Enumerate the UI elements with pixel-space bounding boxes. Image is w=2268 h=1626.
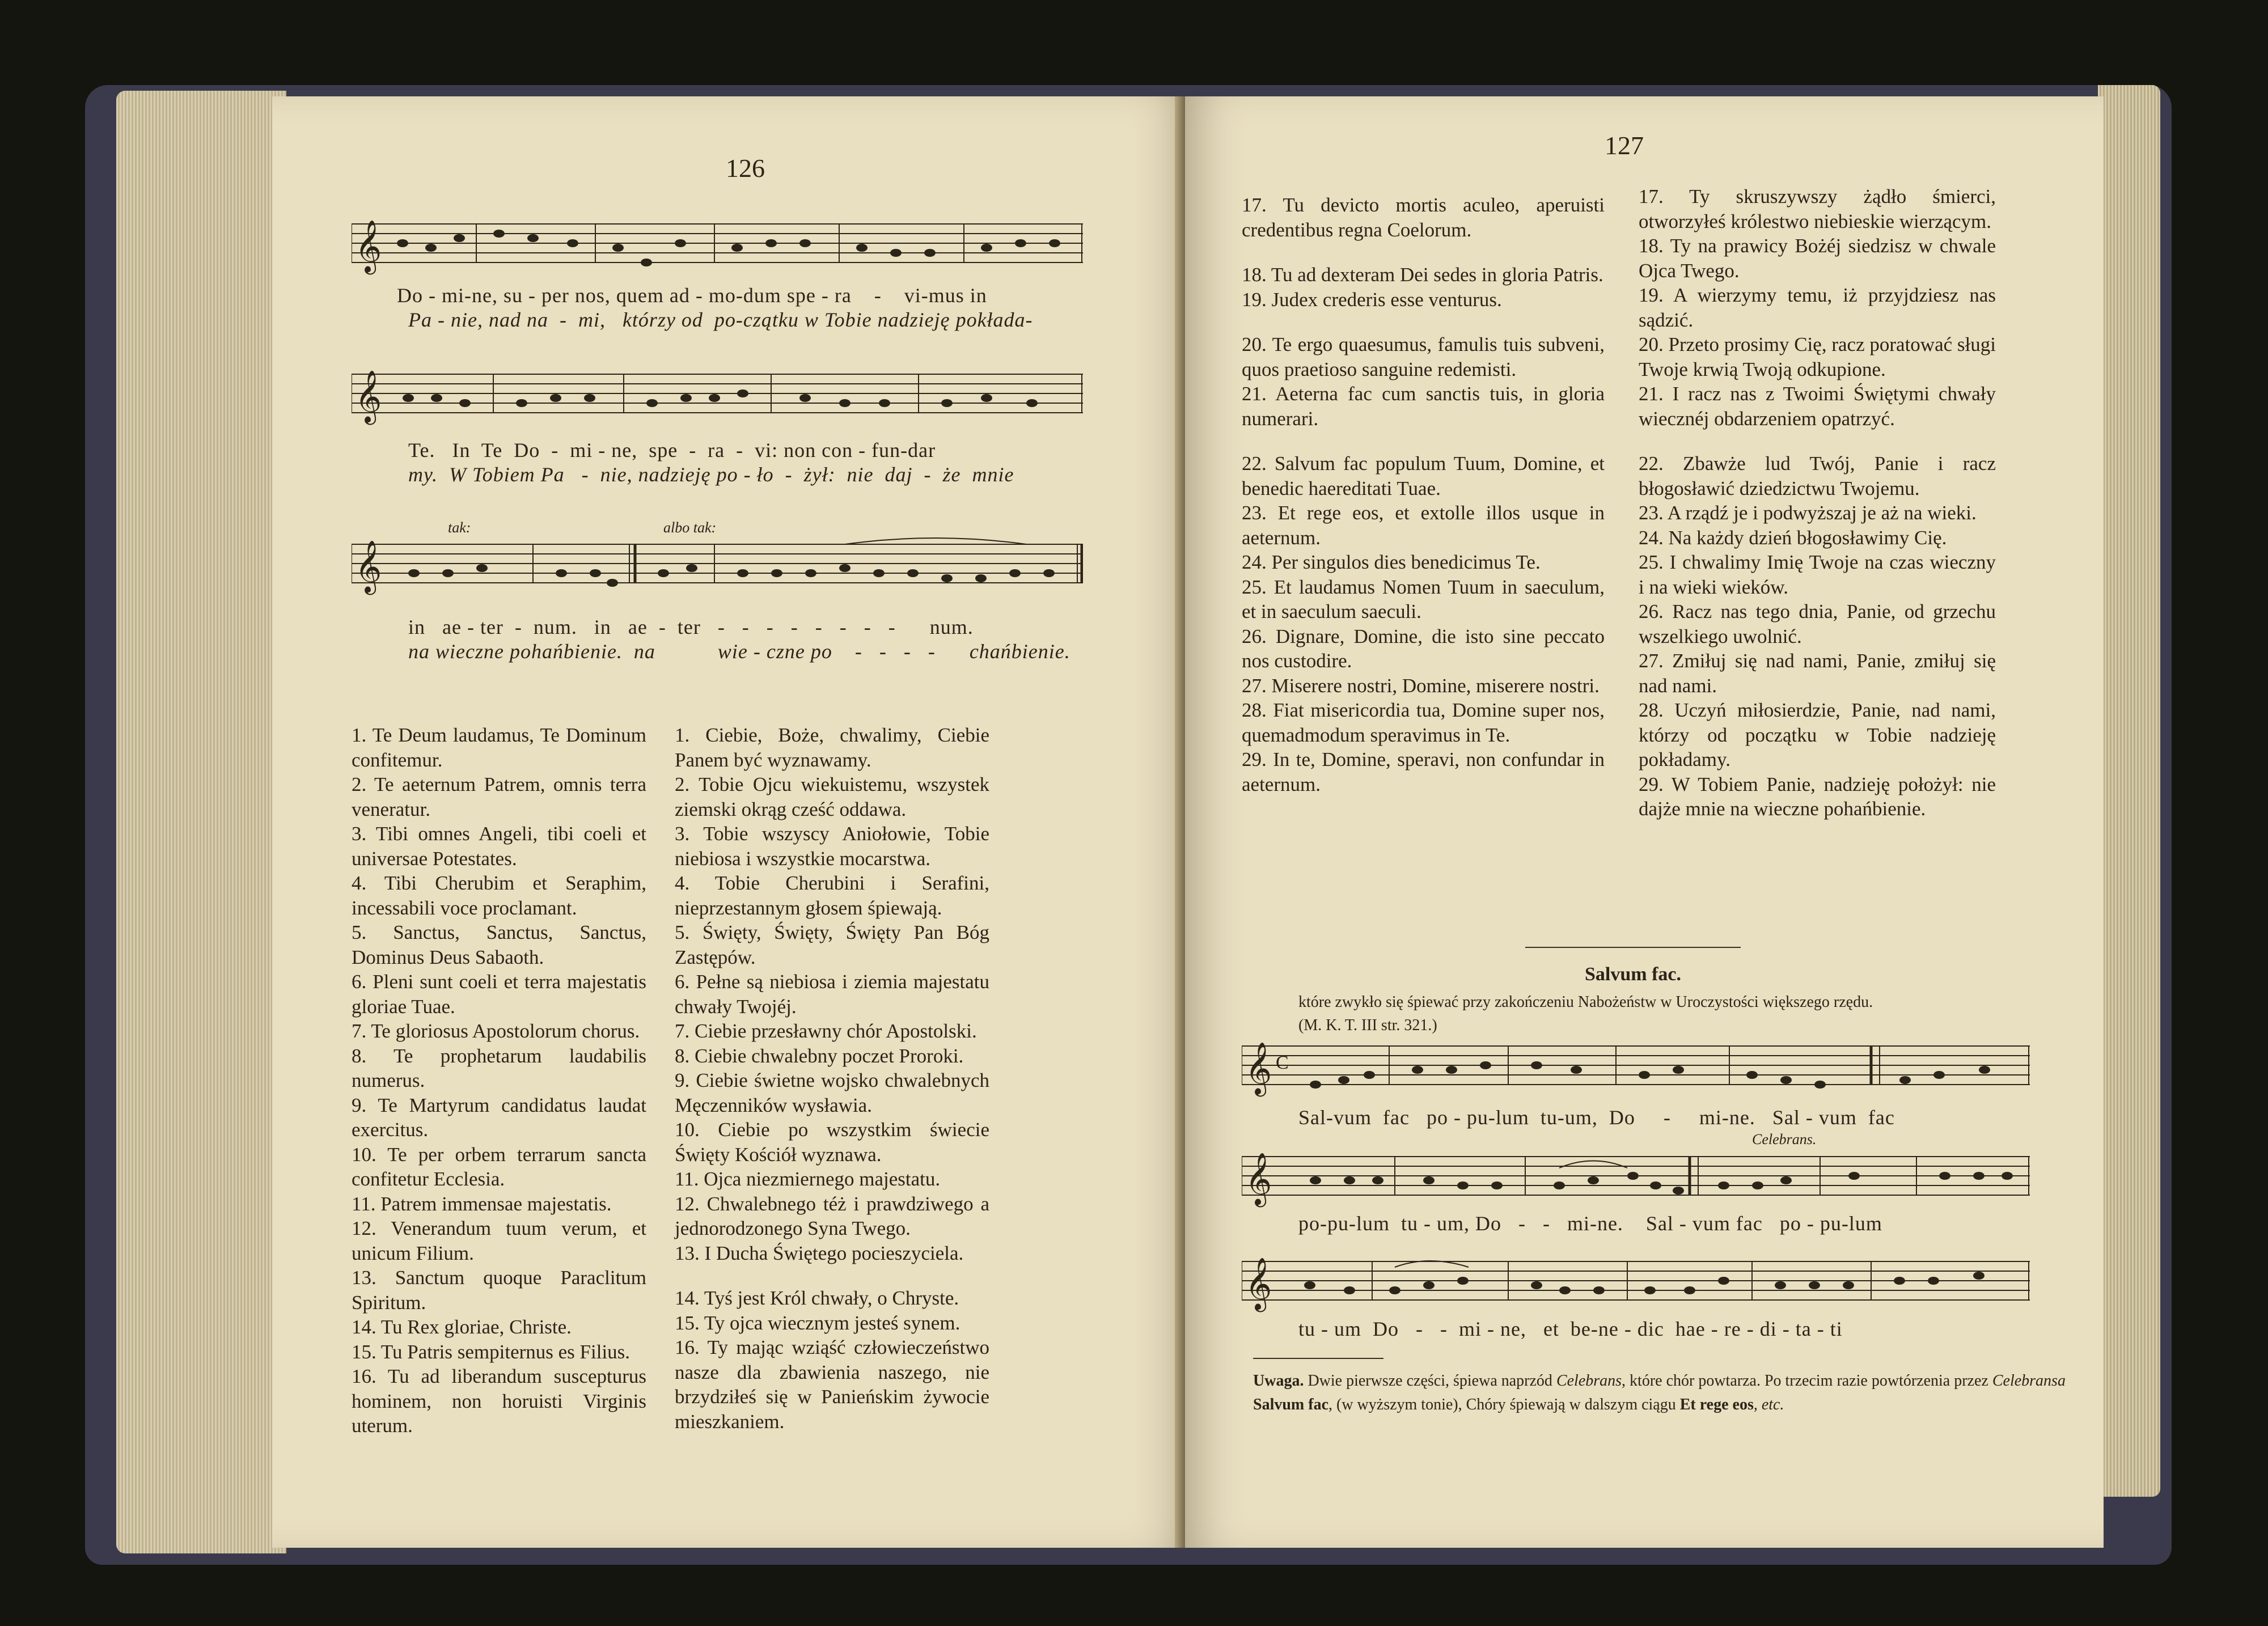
verse: 4. Tobie Cherubini i Serafini, nieprzestannym głosem śpiewają. [675,872,989,919]
verse: 9. Ciebie świetne wojsko chwalebnych Męczenników wysławia. [675,1069,989,1116]
verse: 17. Ty skruszywszy żądło śmierci, otworzyłeś królestwo niebieskie wierzącym. [1639,185,1996,232]
note-text-1: Dwie pierwsze części, śpiewa naprzód [1308,1372,1556,1390]
lyric-polish-1: Pa - nie, nad na - mi, którzy od po-czątku w Tobie nadzieję pokłada- [408,308,1033,331]
verse: 29. W Tobiem Panie, nadzieję położył: nie dajże mnie na wieczne pohańbienie. [1639,773,1996,820]
note-et-rege: Et rege eos [1679,1396,1754,1413]
verse: 24. Na każdy dzień błogosławimy Cię. [1639,526,1947,549]
verse: 15. Tu Patris sempiternus es Filius. [352,1340,631,1363]
verse: 1. Te Deum laudamus, Te Dominum confitemur. [352,724,646,771]
verse: 8. Ciebie chwalebny poczet Proroki. [675,1044,964,1067]
verse: 11. Ojca niezmiernego majestatu. [675,1168,941,1190]
verse: 5. Sanctus, Sanctus, Sanctus, Dominus Deus Sabaoth. [352,921,646,968]
note-divider [1253,1358,1383,1359]
salvum-title: Salvum fac. [1585,964,1681,985]
verse: 6. Pełne są niebiosa i ziemia majestatu chwały Twojéj. [675,971,989,1018]
verse: 13. Sanctum quoque Paraclitum Spiritum. [352,1267,646,1314]
svg-text:𝄞: 𝄞 [355,372,382,422]
verse: 23. Et rege eos, et extolle illos usque in aeternum. [1242,502,1605,549]
music-staff-2 [352,363,1083,425]
verse: 2. Tobie Ojcu wiekuistemu, wszystek ziemski okrąg cześć oddawa. [675,773,989,820]
verse: 28. Fiat misericordia tua, Domine super nos, quemadmodum speravimus in Te. [1242,699,1605,746]
svg-text:𝄞: 𝄞 [355,222,382,272]
lyric-latin-3: in ae - ter - num. in ae - ter - - - - - - - - num. [408,616,974,638]
lyric-latin-1: Do - mi-ne, su - per nos, quem ad - mo-dum spe - ra - vi-mus in [397,284,987,307]
verse: 16. Tu ad liberandum suscepturus hominem, non horuisti Virginis uterum. [352,1365,646,1437]
page-number: 126 [726,154,765,183]
right-page [1185,96,2104,1548]
verse: 8. Te prophetarum laudabilis numerus. [352,1044,646,1091]
latin-column-left [352,723,646,1438]
verse: 14. Tyś jest Król chwały, o Chryste. [675,1287,959,1309]
verse: 27. Zmiłuj się nad nami, Panie, zmiłuj się nad nami. [1639,650,1996,697]
page-edges-left [116,91,286,1553]
verse: 18. Tu ad dexteram Dei sedes in gloria Patris. [1242,264,1603,286]
polish-column-left [675,723,989,1434]
lyric-polish-3: na wieczne pohańbienie. na wie - czne po - - - - chańbienie. [408,640,1070,663]
verse: 17. Tu devicto mortis aculeo, aperuisti credentibus regna Coelorum. [1242,194,1605,241]
salvum-lyric-1: Sal-vum fac po - pu-lum tu-um, Do - mi-ne. Sal - vum fac [1298,1106,1895,1129]
note-salvum: Salvum fac [1253,1396,1328,1413]
verse: 28. Uczyń miłosierdzie, Panie, nad nami, którzy od początku w Tobie nadzieję pokładamy. [1639,699,1996,770]
salvum-subtitle: które zwykło się śpiewać przy zakończeniu Nabożeństw w Uroczystości większego rzędu. [1298,993,1873,1011]
verse: 16. Ty mając wziąść człowieczeństwo nasze dla zbawienia naszego, nie brzydziłeś się w Panieńskim żywocie mieszkaniem. [675,1336,989,1433]
verse: 22. Salvum fac populum Tuum, Domine, et benedic haereditati Tuae. [1242,452,1605,499]
page-edges-right [2098,85,2160,1497]
verse: 2. Te aeternum Patrem, omnis terra veneratur. [352,773,646,820]
verse: 26. Dignare, Domine, die isto sine peccato nos custodire. [1242,625,1605,672]
verse: 10. Te per orbem terrarum sancta confitetur Ecclesia. [352,1143,646,1190]
verse: 12. Chwalebnego téż i prawdziwego a jednorodzonego Syna Twego. [675,1192,989,1239]
salvum-reference: (M. K. T. III str. 321.) [1298,1017,1437,1034]
note-etc: , etc. [1753,1396,1784,1413]
verse: 25. Et laudamus Nomen Tuum in saeculum, et in saeculum saeculi. [1242,575,1605,623]
svg-text:𝄞: 𝄞 [1245,1154,1272,1204]
lyric-polish-2: my. W Tobiem Pa - nie, nadzieję po - ło - żył: nie daj - że mnie [408,463,1014,486]
page-number: 127 [1605,131,1644,160]
verse: 15. Ty ojca wiecznym jesteś synem. [675,1311,960,1334]
divider [1525,947,1741,948]
verse: 7. Ciebie przesławny chór Apostolski. [675,1020,977,1042]
verse: 7. Te gloriosus Apostolorum chorus. [352,1020,640,1042]
note-celebrans: Celebrans [1556,1372,1622,1390]
latin-column-right [1242,193,1605,797]
verse: 10. Ciebie po wszystkim świecie Święty Kościół wyznawa. [675,1119,989,1166]
verse: 18. Ty na prawicy Bożéj siedzisz w chwale Ojca Twego. [1639,235,1996,282]
verse: 12. Venerandum tuum verum, et unicum Filium. [352,1217,646,1264]
verse: 19. Judex crederis esse venturus. [1242,288,1502,311]
verse: 3. Tobie wszyscy Aniołowie, Tobie niebiosa i wszystkie mocarstwa. [675,823,989,870]
verse: 26. Racz nas tego dnia, Panie, od grzechu wszelkiego uwolnić. [1639,600,1996,647]
verse: 23. A rządź je i podwyższaj je aż na wieki. [1639,502,1977,524]
salvum-staff-1 [1242,1035,2030,1097]
note-celebransa: Celebransa [1992,1372,2066,1390]
verse: 21. I racz nas z Twoimi Świętymi chwały wiecznéj obdarzeniem opatrzyć. [1639,383,1996,430]
verse: 4. Tibi Cherubim et Seraphim, incessabili voce proclamant. [352,872,646,919]
verse: 29. In te, Domine, speravi, non confundar in aeternum. [1242,748,1605,795]
note-text-3: , (w wyższym tonie), Chóry śpiewają w dalszym ciągu [1328,1396,1680,1413]
verse: 5. Święty, Święty, Święty Pan Bóg Zastępów. [675,921,989,968]
music-staff-1 [352,213,1083,275]
verse: 14. Tu Rex gloriae, Christe. [352,1316,572,1338]
verse: 1. Ciebie, Boże, chwalimy, Ciebie Panem być wyznawamy. [675,724,989,771]
svg-text:𝄞: 𝄞 [1245,1259,1272,1309]
polish-column-right [1639,184,1996,822]
label-albo-tak: albo tak: [663,519,717,536]
verse: 13. I Ducha Świętego pocieszyciela. [675,1242,964,1264]
verse: 27. Miserere nostri, Domine, miserere nostri. [1242,674,1600,697]
verse: 22. Zbawże lud Twój, Panie i racz błogosławić dziedzictwu Twojemu. [1639,452,1996,499]
lyric-latin-2: Te. In Te Do - mi - ne, spe - ra - vi: non con - fun-dar [408,439,936,461]
left-page [272,96,1191,1548]
verse: 9. Te Martyrum candidatus laudat exercitus. [352,1094,646,1141]
salvum-lyric-2: po-pu-lum tu - um, Do - - mi-ne. Sal - vum fac po - pu-lum [1298,1212,1882,1235]
salvum-staff-3 [1242,1250,2030,1312]
verse: 20. Przeto prosimy Cię, racz poratować sługi Twoje krwią Twoją odkupione. [1639,333,1996,380]
celebrans-label: Celebrans. [1752,1131,1817,1147]
note-label: Uwaga. [1253,1372,1304,1390]
salvum-staff-2 [1242,1145,2030,1208]
note-text-2: , które chór powtarza. Po trzecim razie powtórzenia przez [1622,1372,1992,1390]
verse: 19. A wierzymy temu, iż przyjdziesz nas sądzić. [1639,284,1996,331]
verse: 21. Aeterna fac cum sanctis tuis, in gloria numerari. [1242,383,1605,430]
verse: 11. Patrem immensae majestatis. [352,1192,612,1215]
verse: 3. Tibi omnes Angeli, tibi coeli et universae Potestates. [352,823,646,870]
svg-text:𝄞: 𝄞 [1245,1044,1272,1094]
verse: 20. Te ergo quaesumus, famulis tuis subveni, quos praetioso sanguine redemisti. [1242,333,1605,380]
svg-text:C: C [1276,1052,1289,1073]
verse: 24. Per singulos dies benedicimus Te. [1242,551,1541,573]
music-staff-3 [352,533,1083,595]
verse: 6. Pleni sunt coeli et terra majestatis gloriae Tuae. [352,971,646,1018]
label-tak: tak: [448,519,471,536]
svg-text:𝄞: 𝄞 [355,542,382,592]
uwaga-note [1253,1369,2070,1417]
verse: 25. I chwalimy Imię Twoje na czas wieczny i na wieki wieków. [1639,551,1996,598]
salvum-lyric-3: tu - um Do - - mi - ne, et be-ne - dic hae - re - di - ta - ti [1298,1318,1843,1340]
